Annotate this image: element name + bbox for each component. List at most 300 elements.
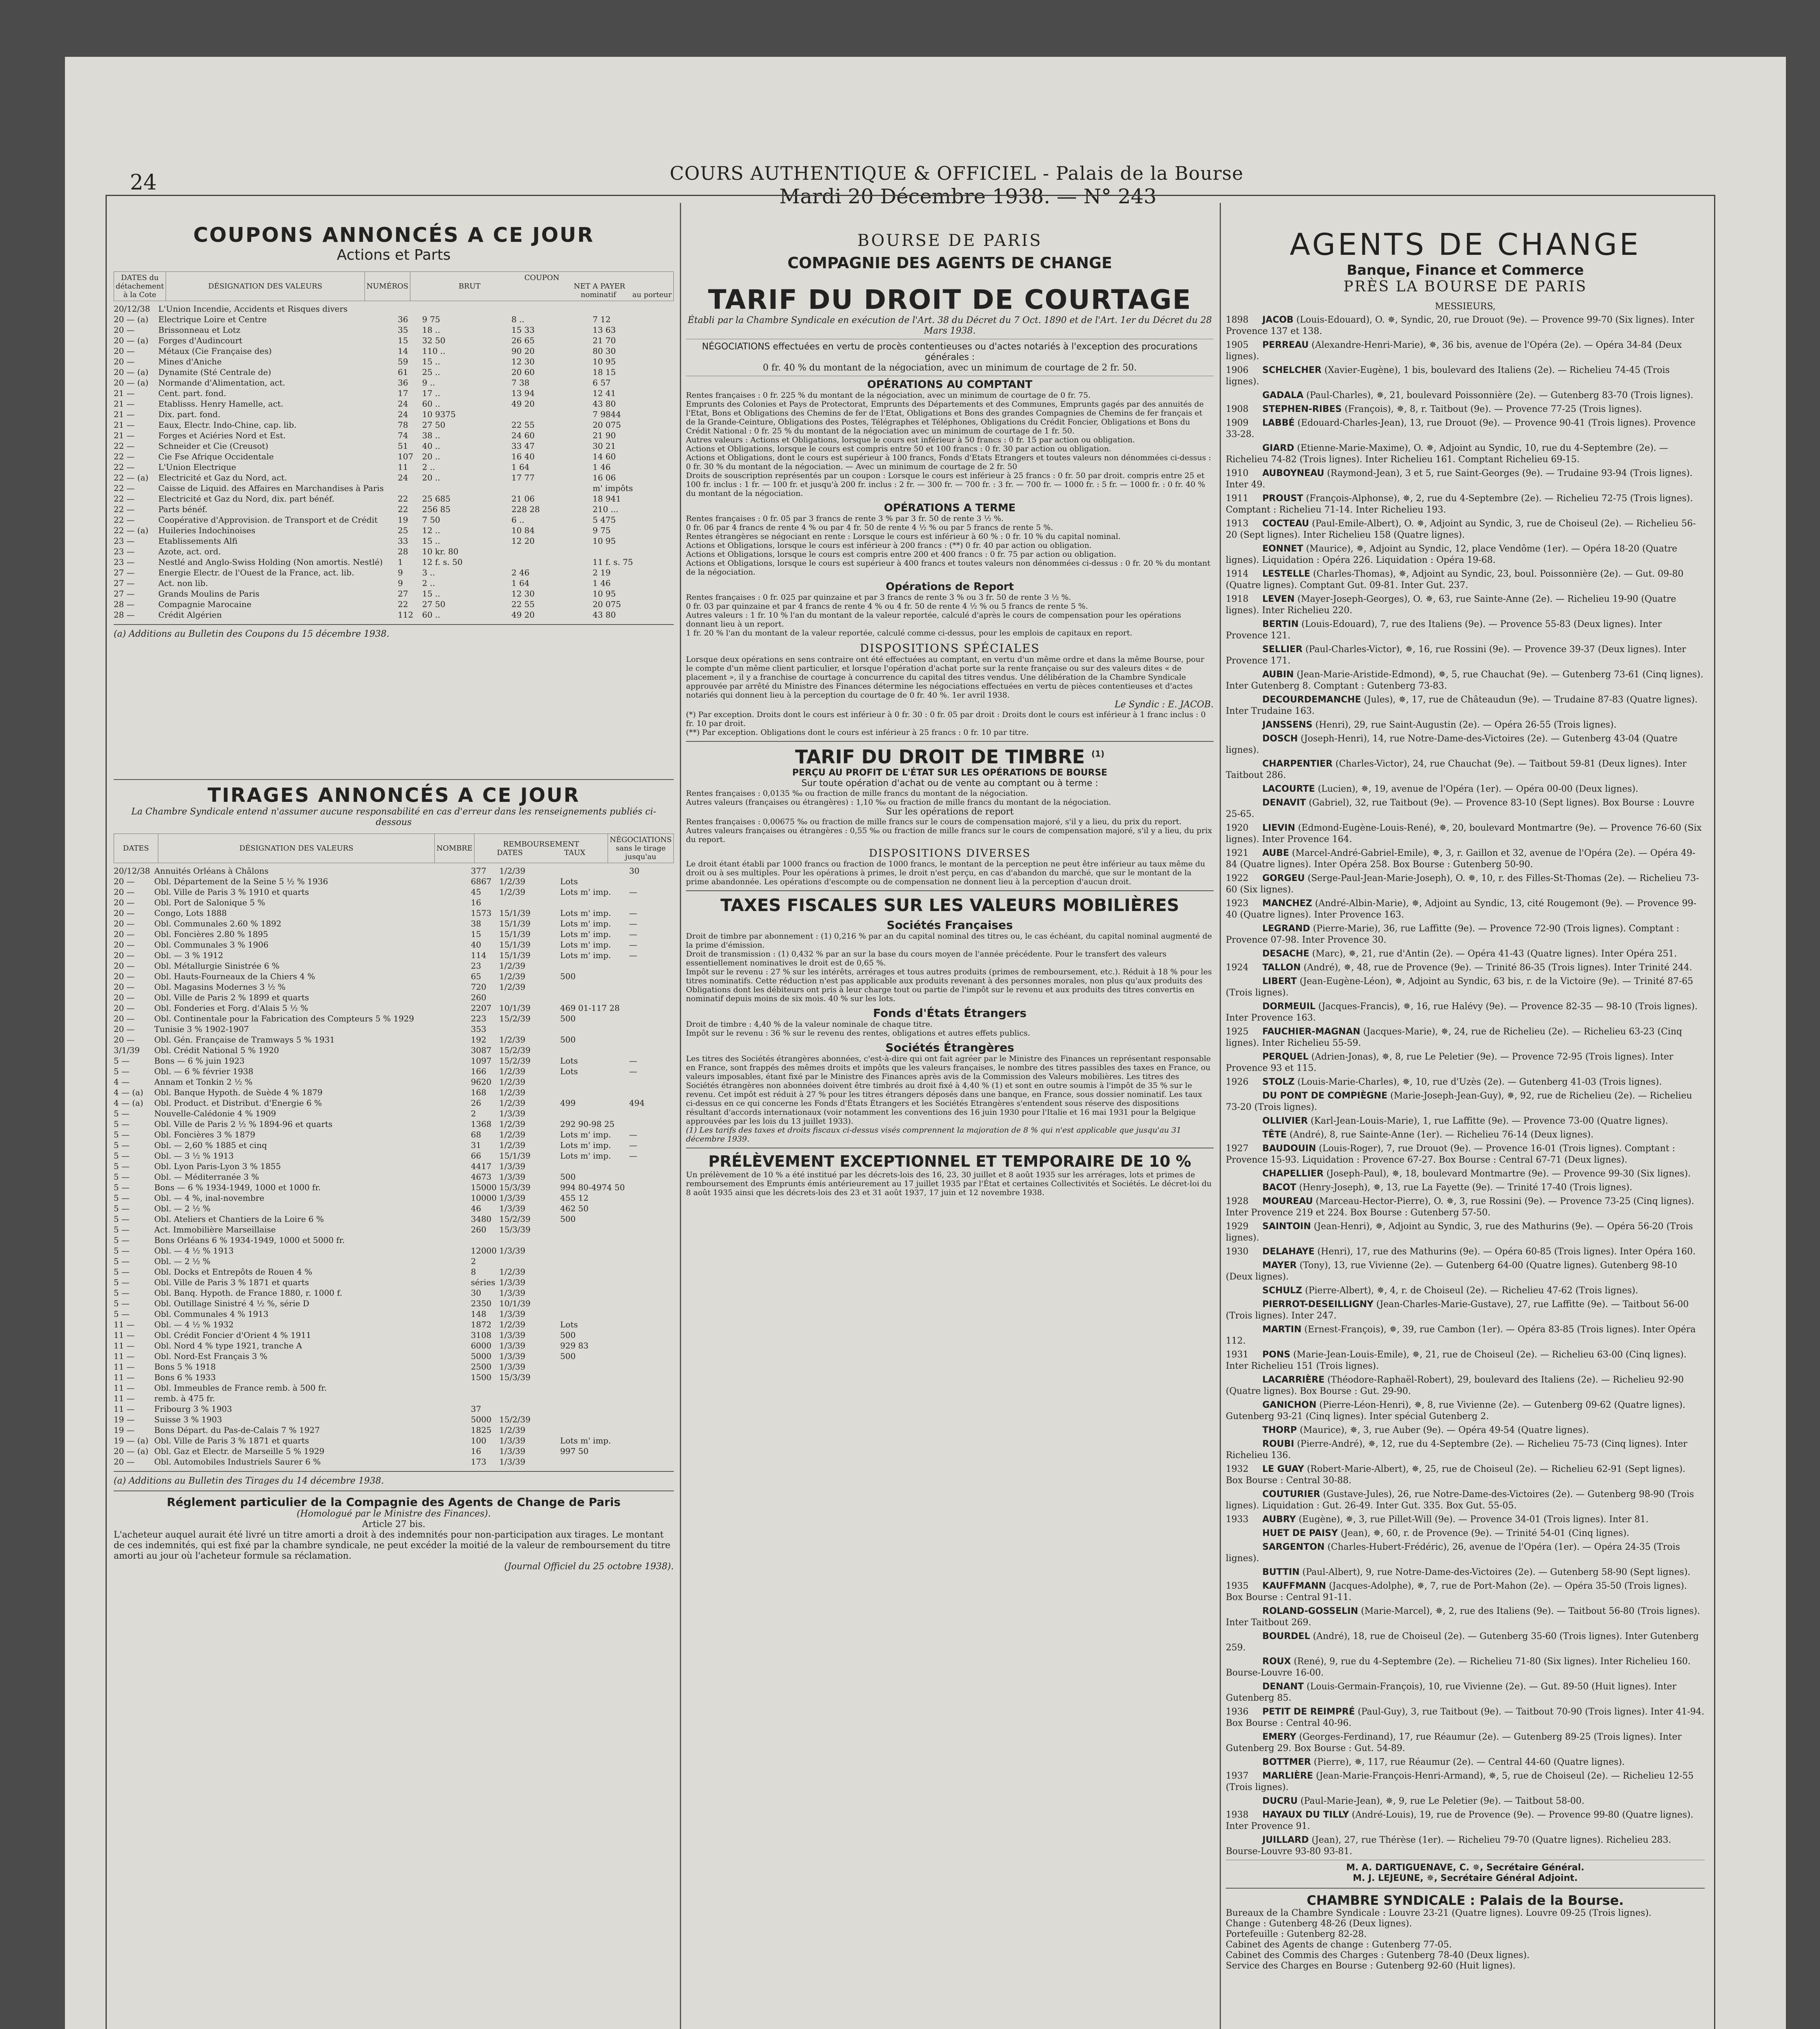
timbre-line: Autres valeurs (françaises ou étrangères) : 1,10 ‰ ou fraction de mille francs du montant de la négociation. [686,798,1111,807]
table-cell: Electricité et Gaz du Nord, act. [158,473,287,482]
reglement-title: Réglement particulier de la Compagnie des Agents de Change de Paris [167,1495,621,1509]
agent-details: (Marceau-Hector-Pierre), O. ✵, 3, rue Rossini (9e). — Provence 73-25 (Cinq lignes). Inter Provence 219 et 224. Box Bourse : Gutenberg 57-50. [1226,1196,1694,1218]
agent-entry [1226,340,1705,362]
table-cell: 2 [471,1256,476,1266]
comptant-text [686,391,1214,498]
table-cell: Obl. Outillage Sinistré 4 ½ %, série D [154,1299,309,1308]
table-cell: 21 — [114,420,135,430]
table-cell: 11 [398,462,408,472]
agent-entry [1226,1090,1705,1113]
comptant-line: Droits de souscription représentés par un coupon : Lorsque le cours est inférieur à 25 francs : 0 fr. 50 par droit. compris entre 25 et 100 fr. inclus : 1 fr. — 100 fr. et jusqu'à 200 fr. inclus : 2 fr. — 300 fr. — 700 fr. : 3 fr. — 700 fr. — 1000 fr. : 5 fr. — 1000 fr. : 0 fr. 40 % du montant de la négociation. [686,471,1205,498]
terme-line: Actions et Obligations, lorsque le cours est compris entre 200 et 400 francs : 0 fr. 75 par action ou obligation. [686,550,1116,559]
table-cell: 1/3/39 [499,1341,526,1351]
table-cell: 1/2/39 [499,1088,526,1097]
secretaire-adjoint: M. J. LEJEUNE, ✵, Secrétaire Général Adjoint. [1352,1873,1578,1883]
table-cell: 2 19 [593,568,611,577]
table-cell: 90 20 [511,346,535,356]
table-cell: Lots m' imp. [560,1140,611,1150]
agent-year: 1910 [1226,468,1249,478]
table-cell [471,1393,499,1404]
table-cell: 49 20 [511,610,535,620]
chambre-line: Service des Charges en Bourse : Gutenberg 92-60 (Huit lignes). [1226,1961,1516,1971]
agent-entry [1226,823,1705,845]
table-cell: 929 83 [560,1341,589,1351]
agent-year: 1935 [1226,1581,1249,1591]
agent-name: PERQUEL [1262,1052,1309,1062]
agent-name: MAYER [1262,1260,1297,1271]
etrangeres-text: Les titres des Sociétés étrangères abonnées, c'est-à-dire qui ont fait agréer par le Ministre des Finances un représentant responsable en France, sont frappés des mêmes droits et impôts que les valeurs françaises, le nombre des titres passibles des taxes en France, ou valeurs imposables, étant fixé par le Ministre des Finances après avis de la Commission des Valeurs mobilières. Les titres des Sociétés étrangères non abonnées doivent être timbrés au droit fixé à 4,40 % (1) et sont en outre soumis à l'impôt de 35 % sur le revenu. Cet impôt est réduit à 27 % pour les titres étrangers déposés dans une banque, en France, sous dossier nominatif. Les taux ci-dessus en ce qui concerne les Fonds d'États Étrangers et les Sociétés Etrangères s'entendent sous réserve des dispositions résultant d'accords internationaux (voir notamment les conventions des 16 juin 1930 pour l'Italie et 16 mai 1931 pour la Belgique approuvées par les lois du 13 juillet 1933). [686,1054,1211,1126]
table-cell [629,1298,674,1309]
table-row [114,346,674,356]
agent-name: PIERROT-DESEILLIGNY [1262,1299,1374,1310]
etats-line: Droit de timbre : 4,40 % de la valeur nominale de chaque titre. [686,1020,933,1029]
table-cell: L'Union Incendie, Accidents et Risques divers [158,304,348,314]
table-cell: 9 [398,568,403,577]
table-cell [629,1330,674,1340]
table-cell: 20 — [114,898,135,907]
table-cell: 7 12 [593,314,611,324]
table-cell [629,1361,674,1372]
table-cell: Obl. Ateliers et Chantiers de la Loire 6 % [154,1214,324,1224]
table-cell: 14 60 [593,452,616,461]
chambre-line: Change : Gutenberg 48-26 (Deux lignes). [1226,1919,1412,1929]
coupons-col-coupon-label: COUPON [524,274,560,282]
table-cell: 4417 [471,1161,492,1171]
table-cell: 45 [471,887,481,897]
agent-details: (Jules), ✵, 17, rue de Châteaudun (9e). — Trudaine 87-83 (Quatre lignes). Inter Trudaine 163. [1226,695,1698,716]
table-cell: 5 — [114,1130,130,1139]
agent-entry [1226,1299,1705,1322]
taxes-note: (1) Les tarifs des taxes et droits fiscaux ci-dessus visés comprennent la majoration de 8 % qui n'est applicable que jusqu'au 31 décembre 1939. [686,1126,1182,1144]
agent-details: (Henri), 29, rue Saint-Augustin (2e). — Opéra 26-55 (Trois lignes). [1315,720,1617,730]
timbre-title-text: TARIF DU DROIT DE TIMBRE [795,746,1085,768]
table-cell: 22 [398,599,408,609]
table-cell [499,1256,560,1267]
tirages-col-remb-label: REMBOURSEMENT [503,840,579,849]
table-cell: 46 [471,1204,481,1213]
page-header-date: Mardi 20 Décembre 1938. — N° 243 [779,185,1157,208]
agent-name: JANSSENS [1262,720,1313,730]
table-cell: 494 [629,1098,645,1108]
table-cell: 9 .. [422,378,435,388]
table-cell: 28 [398,547,408,556]
table-cell: Lots m' imp. [560,929,611,939]
agent-entry [1226,468,1705,491]
agent-year: 1932 [1226,1464,1249,1474]
agent-details: (Louis-Edouard), O. ✵, Syndic, 20, rue Drouot (9e). — Provence 99-70 (Six lignes). Inter Provence 137 et 138. [1226,315,1695,336]
agent-year: 1937 [1226,1771,1249,1781]
prelevement-title: PRÉLÈVEMENT EXCEPTIONNEL ET TEMPORAIRE DE 10 % [708,1152,1191,1170]
comptant-title: OPÉRATIONS AU COMPTANT [867,379,1033,391]
table-cell: 3108 [471,1330,492,1340]
table-cell [560,1267,629,1277]
table-cell: 1/2/39 [499,1098,526,1108]
table-cell: 16 [471,898,481,907]
table-cell: 15/3/39 [499,1225,531,1234]
table-cell: 8 .. [511,314,524,324]
table-cell: 5 — [114,1235,130,1245]
agents-list [1226,314,1705,1857]
table-cell: 12000 [471,1246,497,1256]
agent-year: 1918 [1226,594,1249,604]
table-cell: Obl. — 2 ½ % [154,1256,211,1266]
table-cell: 20 075 [593,599,621,609]
table-row [114,462,674,472]
table-cell: 1/2/39 [499,1140,526,1150]
agent-year: 1926 [1226,1077,1249,1087]
table-cell: Dix. part. fond. [158,409,220,419]
table-cell [629,1087,674,1098]
table-cell: Lots m' imp. [560,1130,611,1139]
table-row [114,504,674,515]
table-cell: 27 [398,589,408,599]
agent-name: CHAPELLIER [1262,1169,1324,1179]
coupons-col-nominatif: nominatif [580,291,616,299]
table-cell: 22 — [114,441,135,451]
tirages-title: TIRAGES ANNONCÉS A CE JOUR [207,784,580,807]
table-cell: 353 [471,1024,487,1034]
table-row [114,1108,674,1119]
agent-entry [1226,314,1705,337]
table-cell: 24 60 [511,431,535,440]
agent-entry [1226,1681,1705,1704]
agent-details: (Jean-Eugène-Léon), ✵, Adjoint au Syndic, 63 bis, r. de la Victoire (9e). — Trinité 87-65 (Trois lignes). [1226,976,1693,998]
compagnie-label: COMPAGNIE DES AGENTS DE CHANGE [787,254,1112,272]
table-cell: 20 — (a) [114,367,149,377]
table-cell: 5 — [114,1267,130,1277]
tirages-rows [114,866,674,1467]
agent-details: (Paul-Charles-Victor), ✵, 16, rue Rossini (9e). — Provence 39-37 (Deux lignes). Inter Provence 171. [1226,644,1686,666]
table-cell: 1/2/39 [499,1077,526,1087]
table-cell: Grands Moulins de Paris [158,589,260,599]
table-cell: 5 475 [593,515,616,525]
table-cell: 1/2/39 [499,982,526,992]
table-cell [629,1161,674,1172]
agent-details: (Robert-Marie-Albert), ✵, 25, rue de Choiseul (2e). — Richelieu 62-91 (Sept lignes). Box Bourse : Central 30-88. [1226,1464,1686,1486]
table-cell: 10 95 [593,536,616,546]
agent-entry [1226,1528,1705,1539]
table-row [114,1435,674,1446]
table-cell: Obl. Gén. Française de Tramways 5 % 1931 [154,1035,335,1045]
table-row [114,483,674,493]
tirages-col-remboursement [474,834,608,863]
table-row [114,1383,674,1393]
agent-entry [1226,1246,1705,1258]
agent-details: (Marcel-André-Gabriel-Emile), ✵, 3, r. Gaillon et 32, avenue de l'Opéra (2e). — Opéra 49-84 (Quatre lignes). Inter Opéra 258. Box Bourse : Gutenberg 50-90. [1226,848,1695,870]
table-cell [629,1034,674,1045]
table-cell: 2 .. [422,578,435,588]
agent-details: (Eugène), ✵, 3, rue Pillet-Will (9e). — Provence 34-01 (Trois lignes). Inter 81. [1298,1514,1649,1525]
table-row [114,939,674,950]
agent-entry [1226,976,1705,999]
tirages-col-rdates: DATES [497,848,523,857]
table-cell: 500 [560,1214,576,1224]
table-row [114,1456,674,1467]
report-line: 0 fr. 03 par quinzaine et par 4 francs de rente 4 % ou 4 fr. 50 de rente 4 ½ % ou 5 francs de rente 5 %. [686,602,1088,611]
table-cell: 9 75 [593,526,611,535]
agent-entry [1226,1464,1705,1486]
table-cell: Cent. part. fond. [158,388,226,398]
table-row [114,1003,674,1013]
table-cell: Electrique Loire et Centre [158,314,267,324]
agent-details: (Paul-Charles), ✵, 21, boulevard Poissonnière (2e). — Gutenberg 83-70 (Trois lignes). [1306,390,1693,401]
table-cell: 1/3/39 [499,1161,526,1171]
table-cell: 15/3/39 [499,1183,531,1192]
table-cell: 27 — [114,568,135,577]
table-cell: 1/2/39 [499,887,526,897]
table-row [114,1393,674,1404]
agent-details: (Alexandre-Henri-Marie), ✵, 36 bis, avenue de l'Opéra (2e). — Opéra 34-84 (Deux lignes). [1226,340,1682,362]
table-cell: Parts bénéf. [158,504,208,514]
table-cell: 15 .. [422,589,440,599]
table-cell: 12 30 [511,357,535,366]
table-cell: — [629,940,637,950]
table-cell: 1097 [471,1056,492,1066]
table-cell [499,1024,560,1034]
agent-name: COUTURIER [1262,1489,1320,1499]
table-cell: 28 — [114,599,135,609]
agent-name: MOUREAU [1262,1196,1313,1206]
agent-entry [1226,1514,1705,1525]
table-row [114,388,674,398]
table-cell: 38 [471,919,481,928]
table-cell: Energie Electr. de l'Ouest de la France, act. lib. [158,568,354,577]
table-row [114,1330,674,1340]
table-cell: Tunisie 3 % 1902-1907 [154,1024,249,1034]
table-row [114,897,674,908]
table-cell: Compagnie Marocaine [158,599,252,609]
table-cell: 2207 [471,1003,492,1013]
table-cell: 7 38 [511,378,530,388]
table-row [114,1288,674,1298]
table-cell: Obl. — 2,60 % 1885 et cinq [154,1140,267,1150]
table-cell: Bons — 6 % 1934-1949, 1000 et 1000 fr. [154,1183,321,1192]
table-cell: 22 — [114,504,135,514]
table-cell [629,1214,674,1224]
table-cell: Obl. Communales 3 % 1906 [154,940,269,950]
agent-entry [1226,1581,1705,1603]
terme-line: Actions et Obligations, lorsque le cours est supérieur à 400 francs et toutes valeurs non dénommées ci-dessus : 0 fr. 20 % du montant de la négociation. [686,559,1211,577]
table-cell: 1/2/39 [499,1130,526,1139]
table-cell: 3480 [471,1214,492,1224]
table-row [114,588,674,599]
agent-details: (Jean-Henri), ✵, Adjoint au Syndic, 3, rue des Mathurins (9e). — Opéra 56-20 (Trois lignes). [1226,1221,1693,1243]
table-row [114,1298,674,1309]
coupons-tirages-column [114,203,674,2029]
agent-details: (Gabriel), 32, rue Taitbout (9e). — Provence 83-10 (Sept lignes). Box Bourse : Louvre 25-65. [1226,798,1695,819]
table-cell: Act. non lib. [158,578,208,588]
table-cell: 500 [560,1351,576,1361]
diverses-title: DISPOSITIONS DIVERSES [869,847,1031,859]
table-cell: Lots [560,1066,578,1076]
agent-details: (Etienne-Marie-Maxime), O. ✵, Adjoint au Syndic, 10, rue du 4-Septembre (2e). — Richelieu 74-82 (Trois lignes). Inter Richelieu 161. Comptant Richelieu 69-15. [1226,443,1668,465]
table-cell: Obl. — Méditerranée 3 % [154,1172,259,1182]
agent-details: (Paul-Marie-Jean), ✵, 9, rue Le Peletier (9e). — Taitbout 58-00. [1300,1796,1585,1806]
table-cell: 1 [398,557,403,567]
agent-details: (Georges-Ferdinand), 17, rue Réaumur (2e). — Gutenberg 89-25 (Trois lignes). Inter Gutenberg 29. Box Bourse : Gut. 54-89. [1226,1732,1682,1753]
table-cell: 5 — [114,1193,130,1203]
table-cell: Lots m' imp. [560,940,611,950]
table-row [114,1245,674,1256]
agent-entry [1226,518,1705,541]
table-cell: 1/3/39 [499,1288,526,1298]
table-cell: 12 41 [593,388,616,398]
table-cell [629,1224,674,1235]
agent-name: OLLIVIER [1262,1116,1308,1126]
coupons-rows [114,304,674,620]
tirages-col-negociations: NÉGOCIATIONS sans le tirage jusqu'au [608,834,674,863]
agent-name: ROUX [1262,1656,1291,1667]
table-cell: 38 .. [422,431,440,440]
table-cell [593,546,674,557]
table-cell: 20 — (a) [114,1446,149,1456]
agent-entry [1226,898,1705,921]
table-cell: Obl. Nord-Est Français 3 % [154,1351,267,1361]
tirages-table-header [114,834,674,863]
agent-entry [1226,1796,1705,1807]
table-cell: 15/2/39 [499,1214,531,1224]
table-cell: 114 [471,950,487,960]
agent-details: (Joseph-Henri), 14, rue Notre-Dame-des-Victoires (2e). — Gutenberg 43-04 (Quatre lignes). [1226,734,1678,755]
agent-details: (Jean), ✵, 60, r. de Provence (9e). — Trinité 54-01 (Cinq lignes). [1341,1528,1630,1538]
agent-name: THORP [1262,1425,1297,1435]
table-row [114,377,674,388]
table-cell: Lots m' imp. [560,1436,611,1445]
table-cell: 21 90 [593,431,616,440]
table-row [114,1119,674,1129]
table-cell: Caisse de Liquid. des Affaires en Marchandises à Paris [158,483,384,493]
table-row [114,578,674,588]
agent-entry [1226,1129,1705,1141]
etrangeres-title: Sociétés Étrangères [885,1041,1014,1054]
table-cell: 223 [471,1014,487,1023]
agent-name: GORGEU [1262,873,1305,883]
comptant-line: Rentes françaises : 0 fr. 225 % du montant de la négociation, avec un minimum de courtage de 0 fr. 75. [686,391,1091,400]
etats-title: Fonds d'États Étrangers [873,1006,1027,1020]
table-cell: Métaux (Cie Française des) [158,346,272,356]
agent-entry [1226,1567,1705,1578]
table-cell: 22 — (a) [114,473,149,482]
table-cell: 11 — [114,1320,135,1329]
agent-entry [1226,644,1705,667]
table-cell: 20 60 [511,367,535,377]
agent-entry [1226,1374,1705,1397]
table-cell: 20 — [114,1035,135,1045]
table-cell: — [629,1151,637,1161]
table-cell: 22 — (a) [114,526,149,535]
agent-year: 1924 [1226,963,1249,973]
table-cell: 27 50 [422,420,446,430]
agent-name: DENANT [1262,1682,1304,1692]
table-cell: 13 63 [593,325,616,335]
chambre-line: Portefeuille : Gutenberg 82-28. [1226,1929,1367,1939]
agent-details: (Jacques-Marie), ✵, 24, rue de Richelieu (2e). — Richelieu 63-23 (Cinq lignes). Inter Richelieu 55-59. [1226,1027,1682,1048]
table-cell [560,1045,629,1055]
agent-name: TALLON [1262,963,1301,973]
table-cell [560,1235,629,1245]
table-cell: 22 55 [511,599,535,609]
table-cell: 19 — (a) [114,1436,149,1445]
agent-entry [1226,1285,1705,1297]
table-cell: Obl. — 4 %, inal-novembre [154,1193,265,1203]
table-row [114,992,674,1003]
table-cell: 1/2/39 [499,961,526,971]
agent-details: (René), 9, rue du 4-Septembre (2e). — Richelieu 71-80 (Six lignes). Inter Richelieu 160. Bourse-Louvre 16-00. [1226,1656,1691,1678]
agent-year: 1923 [1226,898,1249,909]
table-cell: 462 50 [560,1204,589,1213]
agent-entry [1226,418,1705,440]
table-cell: 5 — [114,1140,130,1150]
agent-year: 1913 [1226,519,1249,529]
table-cell [629,971,674,982]
table-cell: 15/1/39 [499,1151,531,1161]
agent-details: (Marie-Joseph-Jean-Guy), ✵, 92, rue de Richelieu (2e). — Richelieu 73-20 (Trois lignes). [1226,1091,1692,1112]
table-cell: 4 — (a) [114,1098,143,1108]
agent-details: (Jacques-Adolphe), ✵, 7, rue de Port-Mahon (2e). — Opéra 35-50 (Trois lignes). Box Bourse : Central 91-11. [1226,1581,1687,1603]
page-header-title: COURS AUTHENTIQUE & OFFICIEL - Palais de la Bourse [670,162,1244,184]
table-cell: Obl. Product. et Distribut. d'Energie 6 % [154,1098,322,1108]
agent-year: 1909 [1226,418,1249,428]
table-cell: 78 [398,420,408,430]
table-cell: 1500 [471,1372,492,1382]
table-cell: 10/1/39 [499,1299,531,1308]
table-cell: 1368 [471,1119,492,1129]
table-row [114,866,674,876]
table-cell: Lots [560,877,578,886]
table-cell: 20 — [114,357,135,366]
table-cell [629,1024,674,1034]
table-cell: Obl. Foncières 3 % 1879 [154,1130,255,1139]
agent-details: (Mayer-Joseph-Georges), O. ✵, 63, rue Sainte-Anne (2e). — Richelieu 19-90 (Quatre lignes). Inter Richelieu 220. [1226,594,1676,616]
report-line: Autres valeurs : 1 fr. 10 % l'an du montant de la valeur reportée, calculé d'après le cours de compensation pour les opérations donnant lieu à un report. [686,611,1181,629]
terme-line: Actions et Obligations, lorsque le cours est inférieur à 200 francs : (**) 0 fr. 40 par action ou obligation. [686,541,1092,550]
table-cell: — [629,887,637,897]
table-row [114,1172,674,1182]
table-row [114,1140,674,1150]
table-cell: 66 [471,1151,481,1161]
column-divider-1 [680,203,681,2029]
agent-entry [1226,694,1705,717]
table-cell: 10/1/39 [499,1003,531,1013]
agent-year: 1921 [1226,848,1249,858]
table-cell: 10 95 [593,357,616,366]
table-cell [629,1245,674,1256]
table-cell: 20 — [114,1457,135,1467]
table-cell [629,961,674,971]
table-cell [629,1393,674,1404]
table-cell: — [629,1066,637,1076]
table-cell [629,1193,674,1203]
table-cell: 21 — [114,431,135,440]
table-row [114,610,674,620]
table-row [114,536,674,546]
comptant-line: Actions et Obligations, lorsque le cours est compris entre 50 et 100 francs : 0 fr. 30 par action ou obligation. [686,444,1111,453]
table-cell: 112 [398,610,414,620]
table-cell [511,483,593,493]
agent-details: (Paul-Albert), 9, rue Notre-Dame-des-Victoires (2e). — Gutenberg 58-90 (Sept lignes). [1302,1567,1691,1577]
table-cell: 173 [471,1457,487,1467]
diverses-text: Le droit étant établi par 1000 francs ou fraction de 1000 francs, le montant de la perception ne peut être inférieur au taux même du droit ou à ses multiples. Pour les opérations à primes, le droit n'est perçu, en cas d'abandon du marché, que sur le montant de la prime abandonnée. Les opérations d'escompte ou de compensation ne donnent lieu à la perception d'aucun droit. [686,859,1205,886]
agent-entry [1226,1656,1705,1679]
table-row [114,430,674,441]
table-cell: 500 [560,1172,576,1182]
agent-entry [1226,569,1705,591]
agent-entry [1226,948,1705,960]
table-cell: Normande d'Alimentation, act. [158,378,285,388]
agent-entry [1226,1077,1705,1088]
agent-details: (Théodore-Raphaël-Robert), 29, boulevard des Italiens (2e). — Richelieu 92-90 (Quatre lignes). Box Bourse : Gut. 29-90. [1226,1375,1684,1396]
table-cell: Forges d'Audincourt [158,336,243,345]
